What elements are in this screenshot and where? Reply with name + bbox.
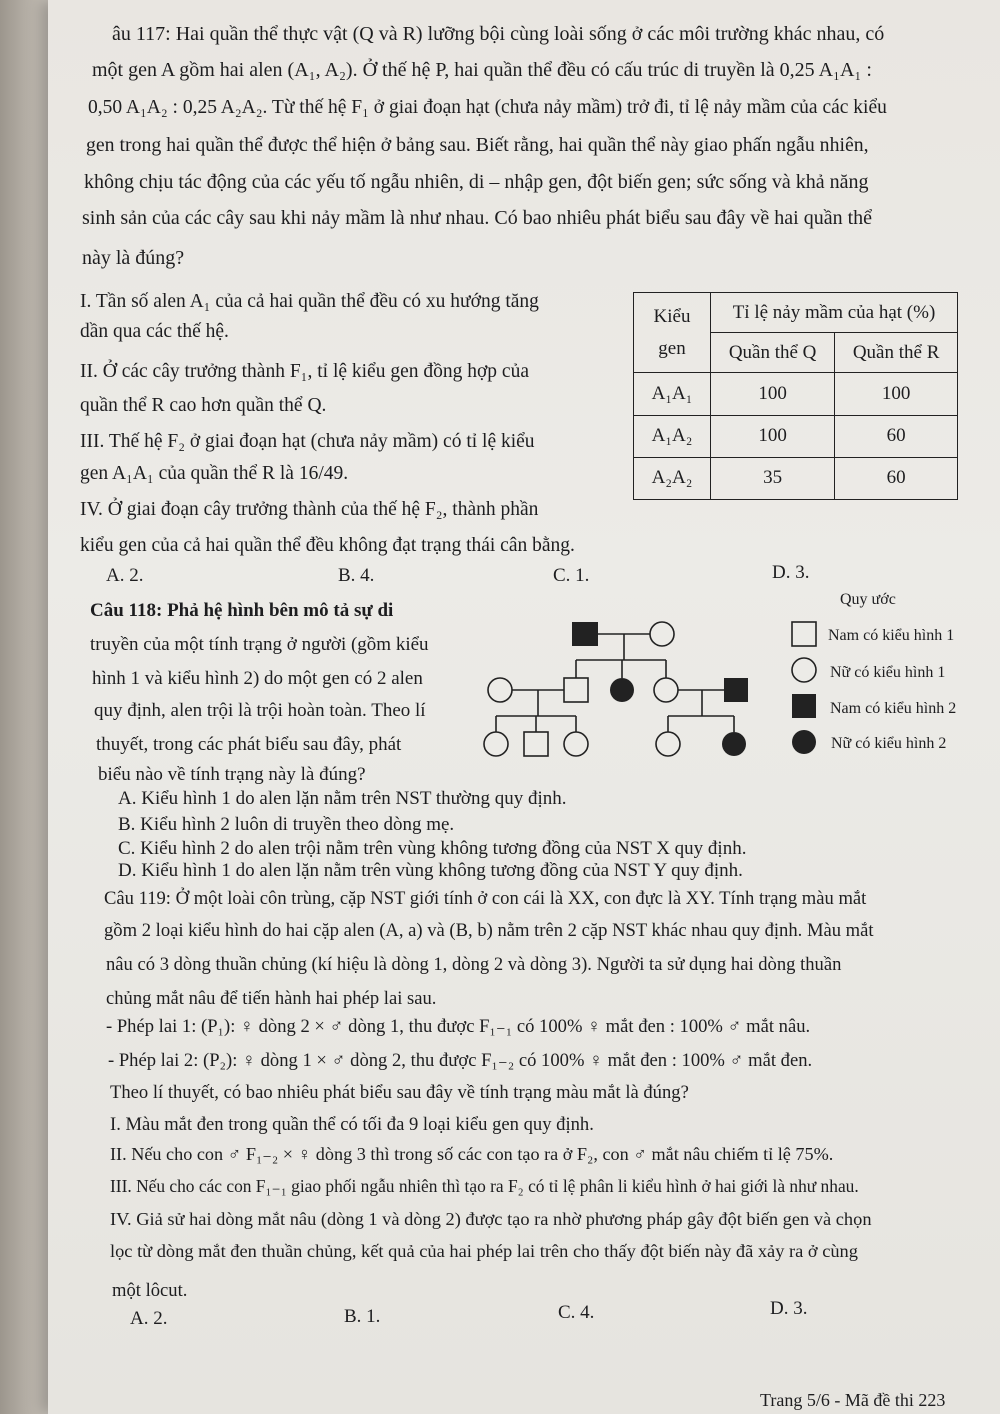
q119-option-c: C. 4.	[558, 1302, 595, 1323]
female-phenotype1-symbol	[488, 678, 512, 702]
male-phenotype2-symbol	[572, 622, 598, 646]
q118-line-6: biểu nào về tính trạng này là đúng?	[98, 764, 366, 785]
q117-line-4: gen trong hai quần thể được thể hiện ở bảng sau. Biết rằng, hai quần thể này giao phấn ngẫu nhiên,	[86, 134, 869, 156]
female-phenotype1-symbol	[564, 732, 588, 756]
q118-line-3: hình 1 và kiểu hình 2) do một gen có 2 alen	[92, 668, 423, 689]
q117-statement-4b: kiểu gen của cả hai quần thể đều không đạt trạng thái cân bằng.	[80, 535, 575, 556]
q119-option-b: B. 1.	[344, 1306, 381, 1327]
q119-line-2: gồm 2 loại kiểu hình do hai cặp alen (A, a) và (B, b) nằm trên 2 cặp NST khác nhau quy định. Màu mắt	[104, 920, 874, 941]
legend-symbols	[788, 618, 824, 758]
female-phenotype1-symbol	[654, 678, 678, 702]
table-cell-q: 35	[711, 457, 835, 499]
q119-statement-3: III. Nếu cho các con F₁₋₁ giao phối ngẫu nhiên thì tạo ra F₂ có tỉ lệ phân li kiểu hình ở hai giới là như nhau.	[110, 1176, 859, 1196]
genotype-header-line2: gen	[658, 337, 686, 359]
q119-statement-2: II. Nếu cho con ♂ F₁₋₂ × ♀ dòng 3 thì trong số các con tạo ra ở F₂, con ♂ mắt nâu chiếm tỉ lệ 75%.	[110, 1144, 834, 1164]
q117-statement-3b: gen A₁A₁ của quần thể R là 16/49.	[80, 463, 349, 484]
q117-statement-4a: IV. Ở giai đoạn cây trưởng thành của thế hệ F₂, thành phần	[80, 499, 539, 520]
legend-label-female-2: Nữ có kiểu hình 2	[831, 735, 947, 752]
q117-line-2: một gen A gồm hai alen (A₁, A₂). Ở thế hệ P, hai quần thể đều có cấu trúc di truyền là 0,25 A₁A₁ :	[92, 59, 872, 81]
table-row-genotype: A₂A₂	[634, 457, 711, 499]
male-phenotype2-symbol	[724, 678, 748, 702]
q117-line-1: âu 117: Hai quần thể thực vật (Q và R) lưỡng bội cùng loài sống ở các môi trường khác nhau, có	[112, 23, 885, 45]
q119-statement-1: I. Màu mắt đen trong quần thể có tối đa 9 loại kiểu gen quy định.	[110, 1114, 594, 1135]
table-cell-q: 100	[711, 373, 835, 415]
pedigree-chart	[480, 610, 780, 760]
q119-question: Theo lí thuyết, có bao nhiêu phát biểu sau đây về tính trạng màu mắt là đúng?	[110, 1082, 689, 1103]
female-phenotype1-symbol	[650, 622, 674, 646]
q119-cross-2: - Phép lai 2: (P₂): ♀ dòng 1 × ♂ dòng 2, thu được F₁₋₂ có 100% ♀ mắt đen : 100% ♂ mắt đen.	[108, 1050, 813, 1071]
population-r-header: Quần thể R	[835, 333, 958, 373]
female-phenotype2-symbol	[610, 678, 634, 702]
q118-line-5: thuyết, trong các phát biểu sau đây, phát	[96, 734, 402, 755]
q117-line-5: không chịu tác động của các yếu tố ngẫu nhiên, di – nhập gen, đột biến gen; sức sống và khả năng	[84, 171, 869, 193]
table-cell-q: 100	[711, 415, 835, 457]
q117-option-a: A. 2.	[106, 565, 144, 586]
q117-statement-2b: quần thể R cao hơn quần thể Q.	[80, 395, 327, 416]
q117-option-b: B. 4.	[338, 565, 375, 586]
q119-line-4: chủng mắt nâu để tiến hành hai phép lai sau.	[106, 988, 437, 1009]
q117-statement-2a: II. Ở các cây trưởng thành F₁, tỉ lệ kiểu gen đồng hợp của	[80, 361, 529, 382]
legend-label-female-1: Nữ có kiểu hình 1	[830, 664, 946, 681]
legend-female-phenotype2-symbol	[792, 730, 816, 754]
legend-male-phenotype1-symbol	[792, 622, 816, 646]
q117-line-3: 0,50 A₁A₂ : 0,25 A₂A₂. Từ thế hệ F₁ ở giai đoạn hạt (chưa nảy mầm) trở đi, tỉ lệ nảy mầm của các kiểu	[88, 97, 887, 118]
genotype-header-line1: Kiểu	[653, 305, 691, 327]
male-phenotype1-symbol	[524, 732, 548, 756]
page-footer: Trang 5/6 - Mã đề thi 223	[760, 1390, 946, 1410]
female-phenotype1-symbol	[656, 732, 680, 756]
q118-option-d: D. Kiểu hình 1 do alen lặn nằm trên vùng không tương đồng của NST Y quy định.	[118, 860, 743, 881]
q117-line-7: này là đúng?	[82, 247, 185, 269]
legend-label-male-1: Nam có kiểu hình 1	[828, 627, 955, 644]
q118-line-2: truyền của một tính trạng ở người (gồm kiểu	[90, 634, 429, 655]
q119-option-d: D. 3.	[770, 1298, 808, 1319]
female-phenotype1-symbol	[484, 732, 508, 756]
q117-statement-3a: III. Thế hệ F₂ ở giai đoạn hạt (chưa nảy mầm) có tỉ lệ kiểu	[80, 431, 535, 452]
q117-option-d: D. 3.	[772, 562, 810, 583]
genotype-header	[634, 293, 711, 373]
legend-female-phenotype1-symbol	[792, 658, 816, 682]
q118-option-c: C. Kiểu hình 2 do alen trội nằm trên vùng không tương đồng của NST X quy định.	[118, 838, 747, 859]
legend-male-phenotype2-symbol	[792, 694, 816, 718]
female-phenotype2-symbol	[722, 732, 746, 756]
q119-line-3: nâu có 3 dòng thuần chủng (kí hiệu là dòng 1, dòng 2 và dòng 3). Người ta sử dụng hai dòng thuần	[106, 954, 842, 975]
legend-title: Quy ước	[840, 591, 896, 608]
q119-statement-4b: lọc từ dòng mắt đen thuần chủng, kết quả của hai phép lai trên cho thấy đột biến này đã xảy ra ở cùng	[110, 1241, 858, 1261]
table-cell-r: 60	[835, 457, 958, 499]
table-row-genotype: A₁A₁	[634, 373, 711, 415]
q119-option-a: A. 2.	[130, 1308, 168, 1329]
table-cell-r: 100	[835, 373, 958, 415]
population-q-header: Quần thể Q	[711, 333, 835, 373]
q117-line-6: sinh sản của các cây sau khi nảy mầm là như nhau. Có bao nhiêu phát biểu sau đây về hai quần thể	[82, 207, 873, 229]
q117-option-c: C. 1.	[553, 565, 590, 586]
table-cell-r: 60	[835, 415, 958, 457]
germination-rate-header: Tỉ lệ nảy mầm của hạt (%)	[711, 293, 958, 333]
q119-statement-4a: IV. Giả sử hai dòng mắt nâu (dòng 1 và dòng 2) được tạo ra nhờ phương pháp gây đột biến gen và chọn	[110, 1209, 872, 1229]
q118-option-b: B. Kiểu hình 2 luôn di truyền theo dòng mẹ.	[118, 814, 455, 835]
germination-table	[633, 292, 958, 500]
q117-statement-1a: I. Tần số alen A₁ của cả hai quần thể đều có xu hướng tăng	[80, 291, 539, 312]
q119-statement-4c: một lôcut.	[112, 1280, 188, 1301]
q117-statement-1b: dần qua các thế hệ.	[80, 321, 229, 342]
q118-line-1: Câu 118: Phả hệ hình bên mô tả sự di	[90, 600, 394, 621]
table-row-genotype: A₁A₂	[634, 415, 711, 457]
q119-line-1: Câu 119: Ở một loài côn trùng, cặp NST giới tính ở con cái là XX, con đực là XY. Tính trạng màu mắt	[104, 888, 867, 909]
q119-cross-1: - Phép lai 1: (P₁): ♀ dòng 2 × ♂ dòng 1, thu được F₁₋₁ có 100% ♀ mắt đen : 100% ♂ mắt nâu.	[106, 1016, 811, 1037]
q118-option-a: A. Kiểu hình 1 do alen lặn nằm trên NST thường quy định.	[118, 788, 567, 809]
male-phenotype1-symbol	[564, 678, 588, 702]
q118-line-4: quy định, alen trội là trội hoàn toàn. Theo lí	[94, 700, 426, 721]
legend-label-male-2: Nam có kiểu hình 2	[830, 700, 957, 717]
